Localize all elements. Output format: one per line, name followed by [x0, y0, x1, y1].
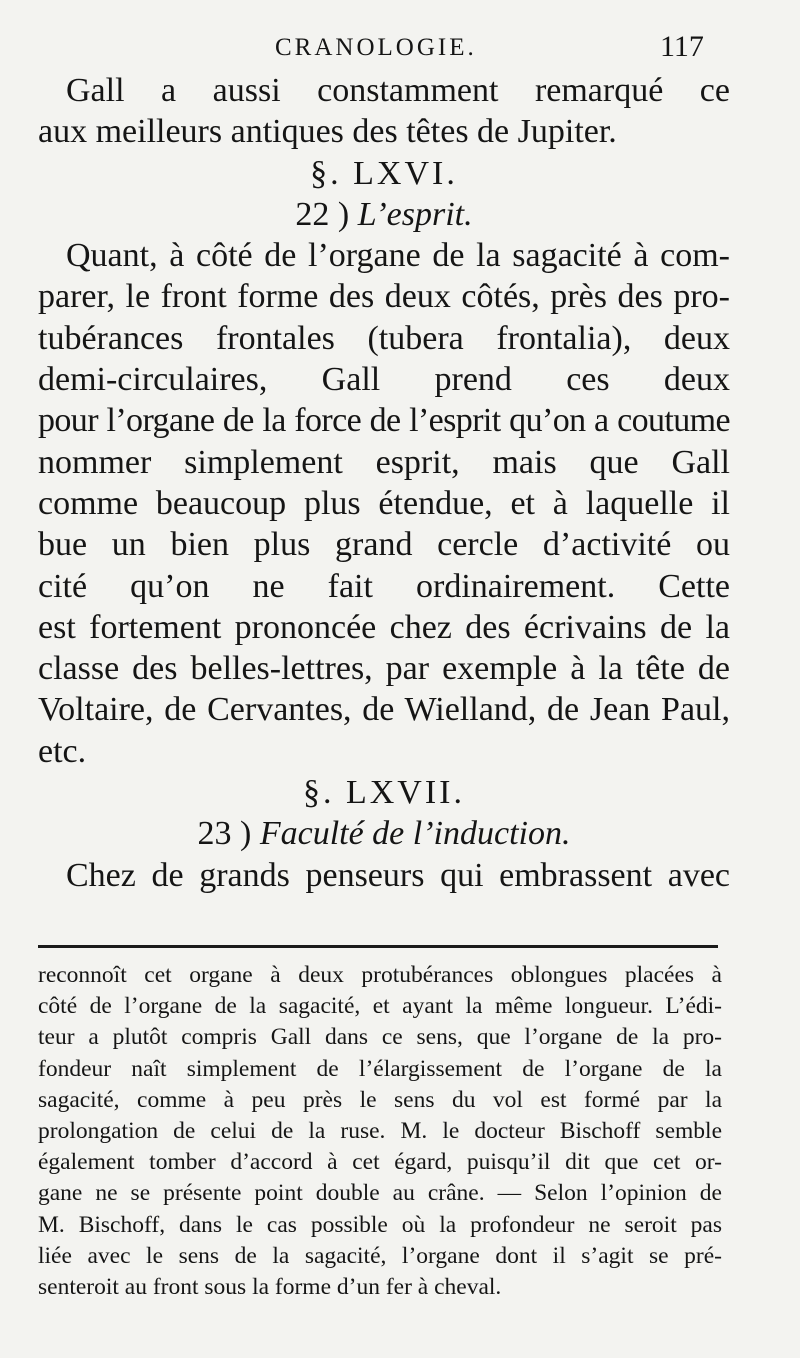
text-line: est fortement prononcée chez des écrivains de la — [38, 608, 730, 646]
subheading-title: Faculté de l’induction. — [259, 815, 571, 853]
footnote-line: sagacité, comme à peu près le sens du vol est formé par la — [38, 1086, 722, 1113]
footnote-line: côté de l’organe de la sagacité, et ayant la même longueur. L’édi- — [38, 993, 722, 1020]
subheading-title: L’esprit. — [357, 195, 473, 233]
running-head — [0, 30, 800, 70]
footnote-line: teur a plutôt compris Gall dans ce sens, que l’organe de la pro- — [38, 1024, 722, 1051]
text-line: Quant, à côté de l’organe de la sagacité à com- — [66, 237, 730, 275]
footnote-line: gane ne se présente point double au crâne. — Selon l’opinion de — [38, 1180, 722, 1207]
footnote-line: M. Bischoff, dans le cas possible où la profondeur ne seroit pas — [38, 1211, 722, 1238]
footnote-line: également tomber d’accord à cet égard, puisqu’il dit que cet or- — [38, 1149, 722, 1176]
main-text — [38, 70, 730, 896]
footnote — [38, 960, 722, 1303]
text-line: tubérances frontales (tubera frontalia), deux — [38, 319, 730, 357]
text-line: Voltaire, de Cervantes, de Wielland, de Jean Paul, — [38, 691, 730, 729]
text-line: nommer simplement esprit, mais que Gall — [38, 443, 730, 481]
page-number: 117 — [660, 30, 704, 63]
text-line: bue un bien plus grand cercle d’activité ou — [38, 526, 730, 564]
text-line: demi-circulaires, Gall prend ces deux — [38, 361, 730, 399]
footnote-line: fondeur naît simplement de l’élargissement de l’organe de la — [38, 1055, 722, 1082]
section-subheading — [38, 194, 730, 235]
text-line: classe des belles-lettres, par exemple à la tête de — [38, 650, 730, 688]
footnote-line: senteroit au front sous la forme d’un fer à cheval. — [38, 1273, 502, 1300]
section-subheading — [38, 813, 730, 854]
text-line: pour l’organe de la force de l’esprit qu’on a coutume — [38, 402, 730, 440]
running-title: CRANOLOGIE. — [275, 34, 477, 61]
footnote-line: reconnoît cet organe à deux protubérances oblongues placées à — [38, 962, 722, 988]
text-line: etc. — [38, 732, 87, 770]
section-heading: §. LXVII. — [302, 774, 466, 812]
text-line: Chez de grands penseurs qui embrassent avec — [66, 856, 730, 894]
subheading-number: 22 ) — [295, 195, 350, 233]
text-line: aux meilleurs antiques des têtes de Jupiter. — [38, 113, 617, 151]
text-line: comme beaucoup plus étendue, et à laquelle il — [38, 484, 730, 522]
section-heading: §. LXVI. — [310, 154, 458, 192]
footnote-line: liée avec le sens de la sagacité, l’organe dont il s’agit se pré- — [38, 1242, 722, 1269]
footnote-line: prolongation de celui de la ruse. M. le docteur Bischoff semble — [38, 1117, 722, 1144]
text-line: cité qu’on ne fait ordinairement. Cette — [38, 567, 730, 605]
subheading-number: 23 ) — [197, 815, 252, 853]
text-line: Gall a aussi constamment remarqué ce — [66, 72, 730, 109]
footnote-rule — [38, 945, 718, 948]
text-line: parer, le front forme des deux côtés, près des pro- — [38, 278, 730, 316]
